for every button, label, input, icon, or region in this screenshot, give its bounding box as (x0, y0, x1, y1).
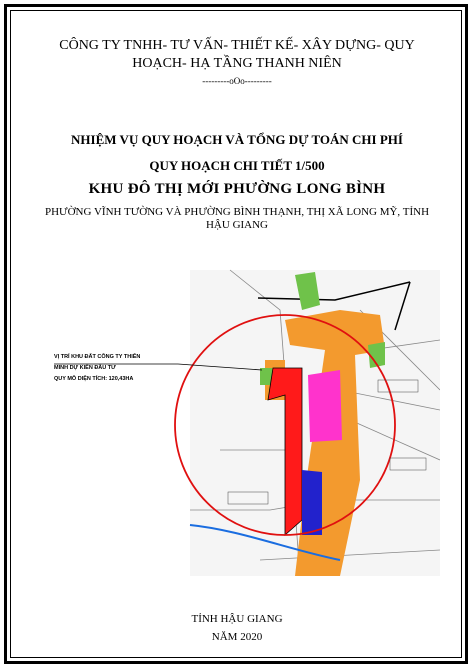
callout-line3: QUY MÔ DIỆN TÍCH: 120,43HA (54, 376, 134, 382)
site-plan-map (40, 250, 440, 576)
water-zone (302, 470, 322, 535)
commercial-zone (308, 370, 342, 442)
callout-line1: VỊ TRÍ KHU ĐẤT CÔNG TY THIÊN (54, 354, 141, 360)
company-name-line1: CÔNG TY TNHH- TƯ VẤN- THIẾT KẾ- XÂY DỰNG- QUY (59, 38, 415, 53)
footer-province: TỈNH HẬU GIANG (191, 613, 283, 625)
company-name-line2: HOẠCH- HẠ TẦNG THANH NIÊN (132, 56, 342, 71)
title-line1: NHIỆM VỤ QUY HOẠCH VÀ TỔNG DỰ TOÁN CHI PHÍ (71, 132, 403, 147)
title-line3: KHU ĐÔ THỊ MỚI PHƯỜNG LONG BÌNH (88, 181, 386, 197)
location-line2: HẬU GIANG (205, 219, 269, 231)
title-line2: QUY HOẠCH CHI TIẾT 1/500 (149, 158, 325, 173)
separator: ---------oOo--------- (202, 76, 272, 86)
green-zone (260, 368, 272, 385)
callout-line2: MINH DỰ KIẾN ĐẦU TƯ (54, 365, 116, 371)
footer-year: NĂM 2020 (211, 631, 263, 643)
location-line1: PHƯỜNG VĨNH TƯỜNG VÀ PHƯỜNG BÌNH THẠNH, THỊ XÃ LONG MỸ, TỈNH (44, 206, 430, 218)
